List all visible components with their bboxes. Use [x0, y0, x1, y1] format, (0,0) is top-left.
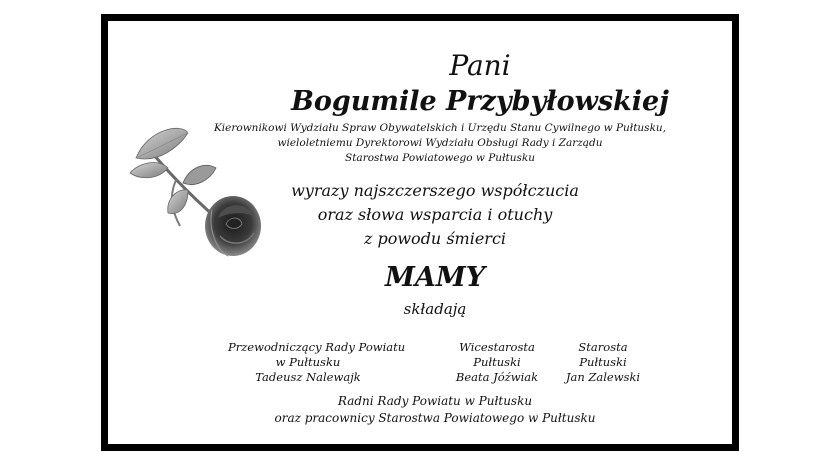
- signatory-line: Pułtuski: [473, 355, 521, 369]
- signatory-chairman: [228, 340, 406, 385]
- signatory-name: Tadeusz Nalewajk: [255, 370, 361, 384]
- recipient-role-line: Starostwa Powiatowego w Pułtusku: [345, 152, 535, 164]
- verb-line: składają: [403, 300, 467, 318]
- recipient-name: Bogumile Przybyłowskiej: [291, 86, 669, 117]
- deceased-heading: MAMY: [385, 262, 485, 293]
- recipient-role-line: wieloletniemu Dyrektorowi Wydziału Obsługi Rady i Zarządu: [277, 137, 603, 149]
- signatory-line: Wicestarosta: [459, 340, 535, 354]
- signatory-name: Beata Jóźwiak: [455, 370, 539, 384]
- condolence-line: z powodu śmierci: [363, 229, 507, 248]
- signatory-line: w Pułtusku: [275, 355, 341, 369]
- signatory-starost: [558, 340, 648, 385]
- condolence-line: oraz słowa wsparcia i otuchy: [317, 205, 553, 224]
- footer-line: oraz pracownicy Starostwa Powiatowego w Pułtusku: [274, 411, 596, 425]
- salutation: Pani: [449, 49, 511, 82]
- signatory-vice-starost: [432, 340, 562, 385]
- signatory-line: Starosta: [578, 340, 628, 354]
- footer-line: Radni Rady Powiatu w Pułtusku: [337, 394, 533, 408]
- signatory-line: Przewodniczący Rady Powiatu: [228, 340, 406, 354]
- recipient-role-line: Kierownikowi Wydziału Spraw Obywatelskich i Urzędu Stanu Cywilnego w Pułtusku,: [213, 122, 667, 134]
- signatory-name: Jan Zalewski: [565, 370, 641, 384]
- signatory-line: Pułtuski: [579, 355, 627, 369]
- condolence-line: wyrazy najszczerszego współczucia: [291, 181, 579, 200]
